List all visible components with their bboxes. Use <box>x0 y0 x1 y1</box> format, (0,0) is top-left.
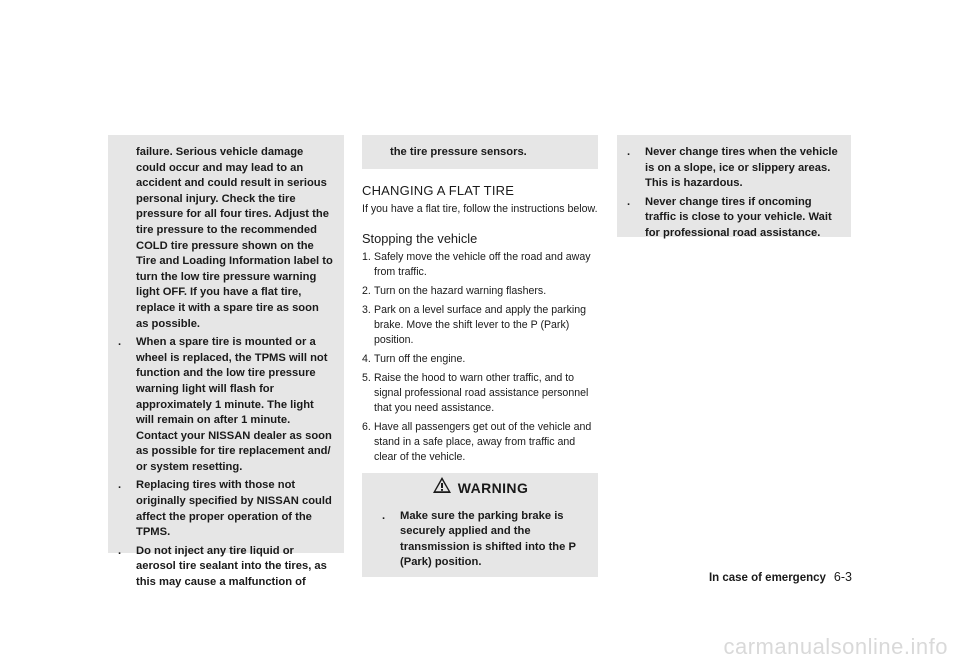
step-item <box>362 284 598 299</box>
page-footer <box>709 570 852 584</box>
list-item-text: Never change tires when the vehicle is on a slope, ice or slippery areas. This is hazardous. <box>645 146 838 190</box>
bullet: . <box>118 544 122 557</box>
list-item-text: When a spare tire is mounted or a wheel is replaced, the TPMS will not function and the low tire pressure warning light will flash for approximately 1 minute. The light will remain on after 1 minute. Contact your NISSAN dealer as soon as possible for tire replacement and/ or system resetting. <box>136 336 332 473</box>
tpms-warning-list <box>118 335 334 591</box>
step-item <box>362 352 598 367</box>
step-text: Raise the hood to warn other traffic, and to signal professional road assistance personnel that you need assistance. <box>374 371 589 414</box>
list-item-text: Do not inject any tire liquid or aerosol tire sealant into the tires, as this may cause a malfunction of <box>136 544 327 589</box>
list-item <box>627 145 841 192</box>
watermark: carmanualsonline.info <box>723 634 948 659</box>
warning-continuation-box <box>108 135 344 589</box>
list-item-text: Make sure the parking brake is securely applied and the transmission is shifted into the P (Park) position. <box>400 509 576 569</box>
subsection-title: Stopping the vehicle <box>362 230 478 246</box>
step-number: 3. <box>362 303 371 316</box>
step-text: Turn off the engine. <box>374 352 466 365</box>
warning-triangle-icon <box>432 476 452 499</box>
intro-text: If you have a flat tire, follow the instructions below. <box>362 202 598 215</box>
bullet: . <box>627 195 631 208</box>
step-number: 1. <box>362 250 371 263</box>
list-item <box>118 335 334 475</box>
step-number: 4. <box>362 352 371 365</box>
continued-warning-text: the tire pressure sensors. <box>390 146 527 158</box>
footer-section-title: In case of emergency <box>708 572 826 584</box>
step-item <box>362 420 598 465</box>
section-title: CHANGING A FLAT TIRE <box>362 182 515 198</box>
list-item-text: Replacing tires with those not originally specified by NISSAN could affect the proper operation of the TPMS. <box>136 479 332 539</box>
continued-warning-text: failure. Serious vehicle damage could occur and may lead to an accident and could result in serious personal injury. Check the tire pressure for all four tires. Adjust the tire pressure to the recommended COLD tire pressure shown on the Tire and Loading Information label to turn the low tire pressure warning light OFF. If you have a flat tire, replace it with a spare tire as soon as possible. <box>136 146 333 330</box>
step-number: 5. <box>362 371 371 384</box>
list-item-text: Never change tires if oncoming traffic is close to your vehicle. Wait for professional road assistance. <box>645 195 832 239</box>
bullet: . <box>118 479 122 492</box>
page-number: 6-3 <box>833 570 852 584</box>
bullet: . <box>627 146 631 158</box>
warning-label: WARNING <box>457 479 529 496</box>
warning-continuation-box <box>362 135 598 169</box>
list-item <box>118 478 334 540</box>
warning-header <box>362 473 598 503</box>
warning-box <box>362 473 598 577</box>
warning-continuation-box <box>617 135 851 237</box>
step-item <box>362 250 598 280</box>
step-text: Have all passengers get out of the vehicle and stand in a safe place, away from traffic and clear of the vehicle. <box>374 420 592 463</box>
list-item <box>372 509 588 571</box>
step-item <box>362 371 598 416</box>
bullet: . <box>118 336 122 349</box>
center-column <box>362 135 598 577</box>
list-item <box>627 195 841 242</box>
step-text: Park on a level surface and apply the parking brake. Move the shift lever to the P (Park) position. <box>374 303 587 346</box>
step-text: Turn on the hazard warning flashers. <box>374 284 547 297</box>
list-item <box>118 544 334 591</box>
warning-list <box>627 145 841 242</box>
steps-list <box>362 250 598 465</box>
bullet: . <box>382 509 386 522</box>
step-number: 6. <box>362 420 371 433</box>
step-number: 2. <box>362 284 371 297</box>
warning-list <box>362 503 598 577</box>
step-item <box>362 303 598 348</box>
step-text: Safely move the vehicle off the road and away from traffic. <box>374 250 591 278</box>
